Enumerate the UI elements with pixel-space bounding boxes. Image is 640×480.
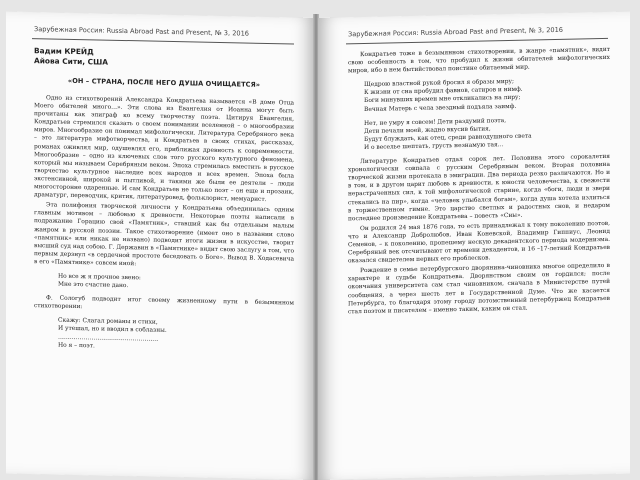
author-name: Вадим КРЕЙД	[34, 46, 94, 57]
poem-line: К жизни от сна пробудил фавнов, сатиров и нимф.	[364, 87, 523, 97]
poem-line: Боги минувших времен мне откликались на лиру;	[364, 95, 521, 105]
running-header-left: Зарубежная Россия: Russia Abroad Past and Present, № 3, 2016	[34, 25, 249, 38]
author-place: Айова Сити, США	[34, 56, 108, 67]
poem-line: Дети печали моей, жадно вкусив бытия,	[364, 126, 491, 135]
poem-quote	[58, 317, 294, 354]
header-rule-right	[346, 38, 608, 44]
poem-ellipsis-line: ……………………………………………	[58, 334, 159, 343]
poem-quote	[58, 273, 294, 294]
poem-line: Мне это счастие дано.	[58, 281, 129, 290]
running-header-right: Зарубежная Россия: Russia Abroad Past and Present, № 3, 2016	[348, 25, 563, 39]
left-page	[6, 12, 315, 480]
author-block	[34, 46, 108, 68]
poem-line: Но все ж я прочное звено:	[58, 273, 141, 282]
paragraph: Он родился 24 мая 1876 года, то есть принадлежал к тому поколению поэтов, что и Александр Добролюбов, Иван Коневской, Владимир Гиппиус, Леонид Семенов, – к поколению, пропешему нескую декадентского периода модернизма. Серебряный век отсчитывают от времени декадентов, и 16 –17-летний Кондратьев оказался свидетелем первых его проблесков.	[348, 220, 610, 265]
poem-line: И о веселье шептать, грусть незнамую тая…	[364, 142, 504, 151]
poem-line: Вечная Матерь с чела звездный подъяла заимф.	[364, 103, 517, 113]
poem-line: Будут блуждать, как отец, среди равнодушного света	[364, 133, 532, 143]
poem-line: Нет, не умру я совсем! Дети раздумий поэта,	[364, 117, 507, 127]
paragraph: Одно из стихотворений Александра Кондратьева называется «В доме Отца Моего обителей много…». Эти слова из Евангелия от Иоанна могут быть прочитаны как эпиграф ко всему творчеству поэта. Цитируя Евангелия, Кондратьев стремился сказать о своем понимании вселенной – о многообразии миров. Многообразие он понимал мифологически. Литература Серебряного века – это литература мифотворчества, и Кондратьев в своих стихах, рассказах, романах оживлял мир, одушевлял его, приближая древность к современности. Многообразие – одно из ключевых слов того русского культурного феномена, который мы называем Серебряным веком. Эпоха стремилась вместить в русское творчество культурное наследие всех народов и всех времен. Эпоха была экстенсивной, широкой и пытливой, и такими же были ее деятели – люди многосторонне одаренные. И сам Кондратьев не только поэт – он еще и прозаик, драматург, переводчик, критик, литературовед, фольклорист, мемуарист.	[34, 95, 294, 204]
poem-line: Но я – поэт.	[58, 342, 95, 350]
paragraph: Эта полифония творческой личности у Кондратьева объединилась одним главным мотивом – любовью к древности. Некоторые поэты написали в подражание Горацию свой «Памятник», ставший как бы отдельным малым жанром в русской поэзии. Такое стихотворение (имеет оно в названии слово «памятник» или никак не названо) подводит итоги жизни в искусстве, творит высший суд над собою. Г. Державин в «Памятнике» видит свою заслугу в том, что первым дерзнул «в сердечной простоте беседовать о Боге». Вывод В. Ходасевича в его «Памятнике» совсем иной:	[34, 202, 294, 268]
poem-line: Щедрою властной рукой бросил я образы миру;	[364, 79, 514, 89]
header-rule-left	[32, 38, 294, 44]
paragraph: Кондратьев тоже в безымянном стихотворении, в жанре «памятник», видит свою особенность в том, что пробудил к жизни обитателей мифологических миров, ибо в нем бытийствовал поистине обитаемый мир.	[348, 46, 610, 75]
poem-quote	[364, 76, 610, 152]
right-body-text	[348, 46, 610, 318]
right-page	[318, 11, 630, 480]
poem-line: Скажу: Слагал романы и стихи,	[58, 317, 158, 327]
poem-line: И утешал, но и вводил в соблазны.	[58, 326, 167, 335]
paragraph: Рождение в семье петербургского дворянина-чиновника многое определило в характере и судьбе Кондратьева. Дворянством своим он гордился; после окончания университета сам стал чиновником, сначала в Министерстве путей сообщения, а через шесть лет в Государственной Думе. Что же касается Петербурга, то благодаря этому городу потомственный петербуржец Кондратьев стал поэтом и писателем – именно таким, каким он стал.	[348, 263, 610, 316]
left-body-text	[34, 94, 294, 360]
paragraph: Ф. Сологуб подводит итог своему жизненному пути в безымянном стихотворении:	[34, 295, 294, 311]
paragraph: Литературе Кондратьев отдал сорок лет. Половина этого сорокалетия хронологически совпала с русским Серебряным веком. Вторая половина творческой жизни протекала в эмиграции. Два периода резко различаются. Но и в том, и в другом царит любовь к древности, к юности человечества, к свежести нерастраченных сил, к той мифологической старине, когда «боги, люди и звери стекались на пир», когда «человек улыбался богам», когда душа хотела излиться в торжественном гимне. Это царство светлых и радостных снов, и недаром последнее произведение Кондратьева – повесть «Сны».	[348, 153, 610, 223]
article-title: «ОН – СТРАНА, ПОСЛЕ НЕГО ДУША ОЧИЩАЕТСЯ»	[67, 76, 261, 89]
